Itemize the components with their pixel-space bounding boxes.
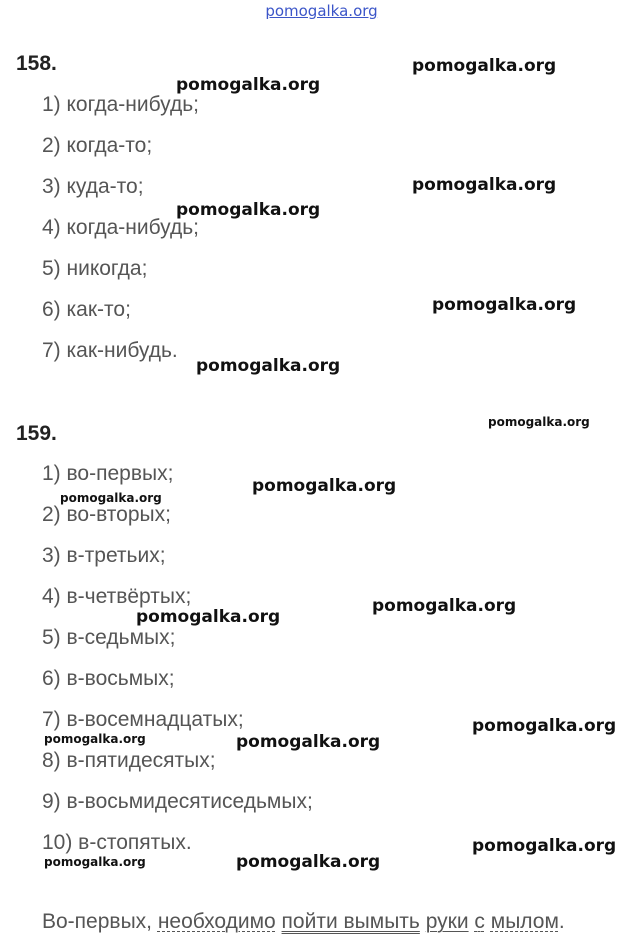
list-item: 3) куда-то;	[42, 175, 144, 198]
list-item: 5) никогда;	[42, 257, 148, 280]
watermark: pomogalka.org	[44, 855, 146, 869]
sentence-predicate: пойти вымыть	[281, 910, 420, 933]
list-item: 4) в-четвёртых;	[42, 585, 192, 608]
list-item: 9) в-восьмидесятиседьмых;	[42, 790, 313, 813]
watermark: pomogalka.org	[412, 175, 557, 195]
watermark: pomogalka.org	[176, 200, 321, 220]
list-item: 7) в-восемнадцатых;	[42, 708, 244, 731]
watermark: pomogalka.org	[372, 596, 517, 616]
list-item: 6) в-восьмых;	[42, 667, 175, 690]
watermark: pomogalka.org	[196, 356, 341, 376]
list-item: 3) в-третьих;	[42, 544, 166, 567]
watermark: pomogalka.org	[136, 607, 281, 627]
list-item: 6) как-то;	[42, 298, 131, 321]
watermark: pomogalka.org	[472, 716, 617, 736]
list-item: 1) когда-нибудь;	[42, 93, 199, 116]
watermark: pomogalka.org	[472, 836, 617, 856]
watermark: pomogalka.org	[488, 415, 590, 429]
sentence-word: мылом	[490, 910, 559, 933]
sentence-intro: Во-первых,	[42, 910, 158, 933]
watermark: pomogalka.org	[44, 732, 146, 746]
exercise-number: 158.	[16, 52, 57, 75]
list-item: 1) во-первых;	[42, 462, 174, 485]
watermark: pomogalka.org	[252, 476, 397, 496]
exercise-number: 159.	[16, 422, 57, 445]
list-item: 4) когда-нибудь;	[42, 216, 199, 239]
exercise-158-list	[42, 84, 199, 371]
watermark: pomogalka.org	[412, 56, 557, 76]
list-item: 5) в-седьмых;	[42, 626, 176, 649]
exercise-159-list	[42, 453, 313, 863]
sentence-end: .	[558, 910, 565, 933]
sentence-word: необходимо	[157, 910, 276, 933]
watermark: pomogalka.org	[236, 852, 381, 872]
site-link[interactable]: pomogalka.org	[265, 2, 378, 20]
sentence-word: с	[474, 910, 485, 933]
sentence-object: руки	[425, 910, 469, 933]
list-item: 8) в-пятидесятых;	[42, 749, 216, 772]
list-item: 2) во-вторых;	[42, 503, 171, 526]
example-sentence	[42, 910, 565, 934]
list-item: 2) когда-то;	[42, 134, 153, 157]
watermark: pomogalka.org	[176, 75, 321, 95]
list-item: 10) в-стопятых.	[42, 831, 192, 854]
watermark: pomogalka.org	[60, 491, 162, 505]
watermark: pomogalka.org	[432, 295, 577, 315]
watermark: pomogalka.org	[236, 732, 381, 752]
list-item: 7) как-нибудь.	[42, 339, 178, 362]
